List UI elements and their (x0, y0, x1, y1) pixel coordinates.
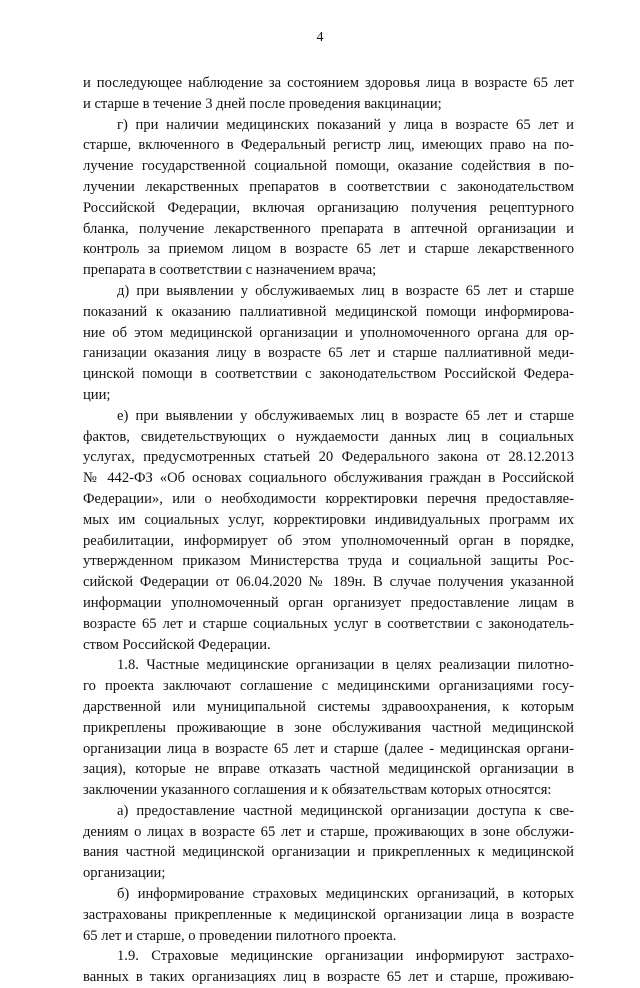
text-line: показаний к оказанию паллиативной медицинской помощи информирова- (83, 303, 574, 320)
text-line: Федерации», или о необходимости корректировки перечня предоставляе- (83, 490, 574, 507)
page-number: 4 (316, 30, 324, 45)
text-line: цинской помощи в соответствии с законодательством Российской Федера- (83, 366, 574, 383)
text-line: сийской Федерации от 06.04.2020 № 189н. В случае получения указанной (83, 574, 574, 591)
text-line: реабилитации, информирует об этом уполномоченный орган в порядке, (83, 532, 574, 549)
text-line: зация), которые не вправе отказать частной медицинской организации в (83, 761, 574, 778)
text-line: д) при выявлении у обслуживаемых лиц в возрасте 65 лет и старше (117, 282, 574, 299)
text-line: № 442-ФЗ «Об основах социального обслуживания граждан в Российской (83, 470, 574, 487)
text-line: мых им социальных услуг, корректировки индивидуальных программ их (83, 511, 574, 528)
text-line: а) предоставление частной медицинской организации доступа к све- (117, 802, 574, 819)
text-line: организации; (83, 865, 166, 882)
text-line: организации лица в возрасте 65 лет и старше (далее - медицинская органи- (83, 740, 574, 757)
text-line: ние об этом медицинской организации и уполномоченного органа для ор- (83, 324, 574, 341)
text-line: дарственной или муниципальной системы здравоохранения, к которым (83, 698, 574, 715)
text-line: утвержденном приказом Министерства труда и социальной защиты Рос- (83, 553, 574, 570)
text-line: бланка, получение лекарственного препарата в аптечной организации и (83, 220, 574, 237)
text-line: е) при выявлении у обслуживаемых лиц в возрасте 65 лет и старше (117, 407, 574, 424)
text-line: и последующее наблюдение за состоянием здоровья лица в возрасте 65 лет (83, 75, 574, 91)
text-line: г) при наличии медицинских показаний у лица в возрасте 65 лет и (117, 116, 574, 133)
document-body (83, 73, 574, 988)
text-line: ганизации оказания лицу в возрасте 65 лет и старше паллиативной меди- (83, 345, 574, 362)
text-line: застрахованы прикрепленные к медицинской организации лица в возрасте (83, 906, 574, 923)
text-line: услугах, предусмотренных статьей 20 Федерального закона от 28.12.2013 (83, 449, 574, 466)
text-line: 1.9. Страховые медицинские организации информируют застрахо- (117, 948, 574, 965)
text-line: вания частной медицинской организации и прикрепленных к медицинской (83, 844, 574, 861)
text-line: возрасте 65 лет и старше социальных услуг в соответствии с законодатель- (83, 615, 574, 632)
text-line: контроль за приемом лицом в возрасте 65 лет и старше лекарственного (83, 241, 574, 258)
text-line: 65 лет и старше, о проведении пилотного проекта. (83, 927, 397, 944)
text-line: информации уполномоченный орган организует предоставление лицам в (83, 594, 574, 611)
text-line: ванных в таких организациях лиц в возрасте 65 лет и старше, проживаю- (83, 969, 574, 986)
text-line: лучение государственной социальной помощи, оказание содействия в по- (83, 158, 574, 175)
text-line: Российской Федерации, включая организацию получения рецептурного (83, 199, 574, 216)
text-line: 1.8. Частные медицинские организации в целях реализации пилотно- (117, 657, 574, 674)
text-line: ции; (83, 386, 111, 403)
text-line: прикреплены проживающие в зоне обслуживания частной медицинской (83, 719, 574, 736)
text-line: и старше в течение 3 дней после проведения вакцинации; (83, 95, 442, 112)
text-line: препарата в соответствии с назначением врача; (83, 262, 377, 279)
text-line: лучении лекарственных препаратов в соответствии с законодательством (83, 178, 574, 195)
text-line: го проекта заключают соглашение с медицинскими организациями госу- (83, 678, 574, 695)
text-line: старше, включенного в Федеральный регистр лиц, имеющих право на по- (83, 137, 574, 154)
text-line: ством Российской Федерации. (83, 636, 271, 653)
text-line: заключении указанного соглашения и к обязательствам которых относятся: (83, 782, 552, 799)
text-line: фактов, свидетельствующих о нуждаемости данных лиц в социальных (83, 428, 574, 445)
text-line: дениям о лицах в возрасте 65 лет и старше, проживающих в зоне обслужи- (83, 823, 574, 840)
text-line: б) информирование страховых медицинских организаций, в которых (117, 886, 574, 903)
